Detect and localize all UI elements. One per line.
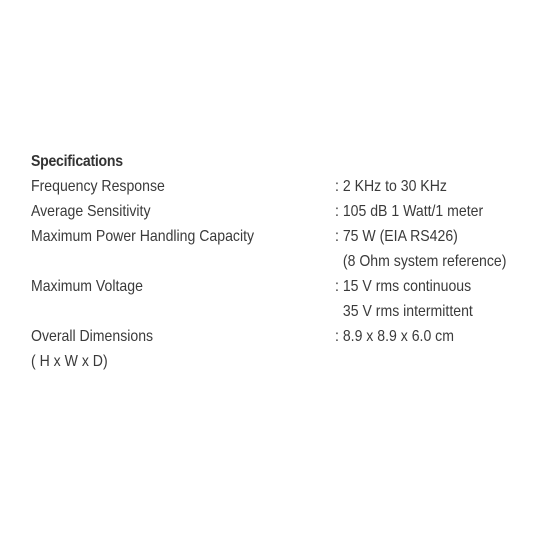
- spec-label: [31, 274, 143, 299]
- specifications-section: [31, 150, 531, 374]
- spec-value-line: 35 V rms intermittent: [342, 303, 473, 320]
- spec-label-line: Average Sensitivity: [31, 203, 151, 220]
- spec-row-average-sensitivity: [31, 199, 531, 224]
- spec-value-line: (8 Ohm system reference): [342, 253, 507, 270]
- spec-value: [335, 274, 473, 324]
- spec-value: [335, 199, 483, 224]
- spec-label-line: Overall Dimensions: [31, 328, 154, 345]
- spec-label-line: Frequency Response: [31, 178, 165, 195]
- spec-value-line: : 75 W (EIA RS426): [335, 228, 458, 245]
- spec-value-line: : 105 dB 1 Watt/1 meter: [335, 203, 484, 220]
- spec-value-line: : 8.9 x 8.9 x 6.0 cm: [335, 328, 454, 345]
- spec-value-line: : 2 KHz to 30 KHz: [335, 178, 447, 195]
- spec-value: [335, 174, 447, 199]
- spec-value: [335, 224, 506, 274]
- spec-label-line: Maximum Power Handling Capacity: [31, 228, 255, 245]
- spec-row-maximum-voltage: [31, 274, 531, 324]
- spec-label: [31, 324, 153, 374]
- spec-row-maximum-power-handling-capacity: [31, 224, 531, 274]
- spec-value-line: : 15 V rms continuous: [335, 278, 472, 295]
- spec-label-line: Maximum Voltage: [31, 278, 143, 295]
- specifications-heading: Specifications: [31, 153, 123, 170]
- spec-row-frequency-response: [31, 174, 531, 199]
- spec-label: [31, 174, 165, 199]
- spec-label: [31, 199, 150, 224]
- spec-label: [31, 224, 254, 249]
- spec-value: [335, 324, 454, 349]
- spec-row-overall-dimensions: [31, 324, 531, 374]
- spec-label-line: ( H x W x D): [31, 353, 108, 370]
